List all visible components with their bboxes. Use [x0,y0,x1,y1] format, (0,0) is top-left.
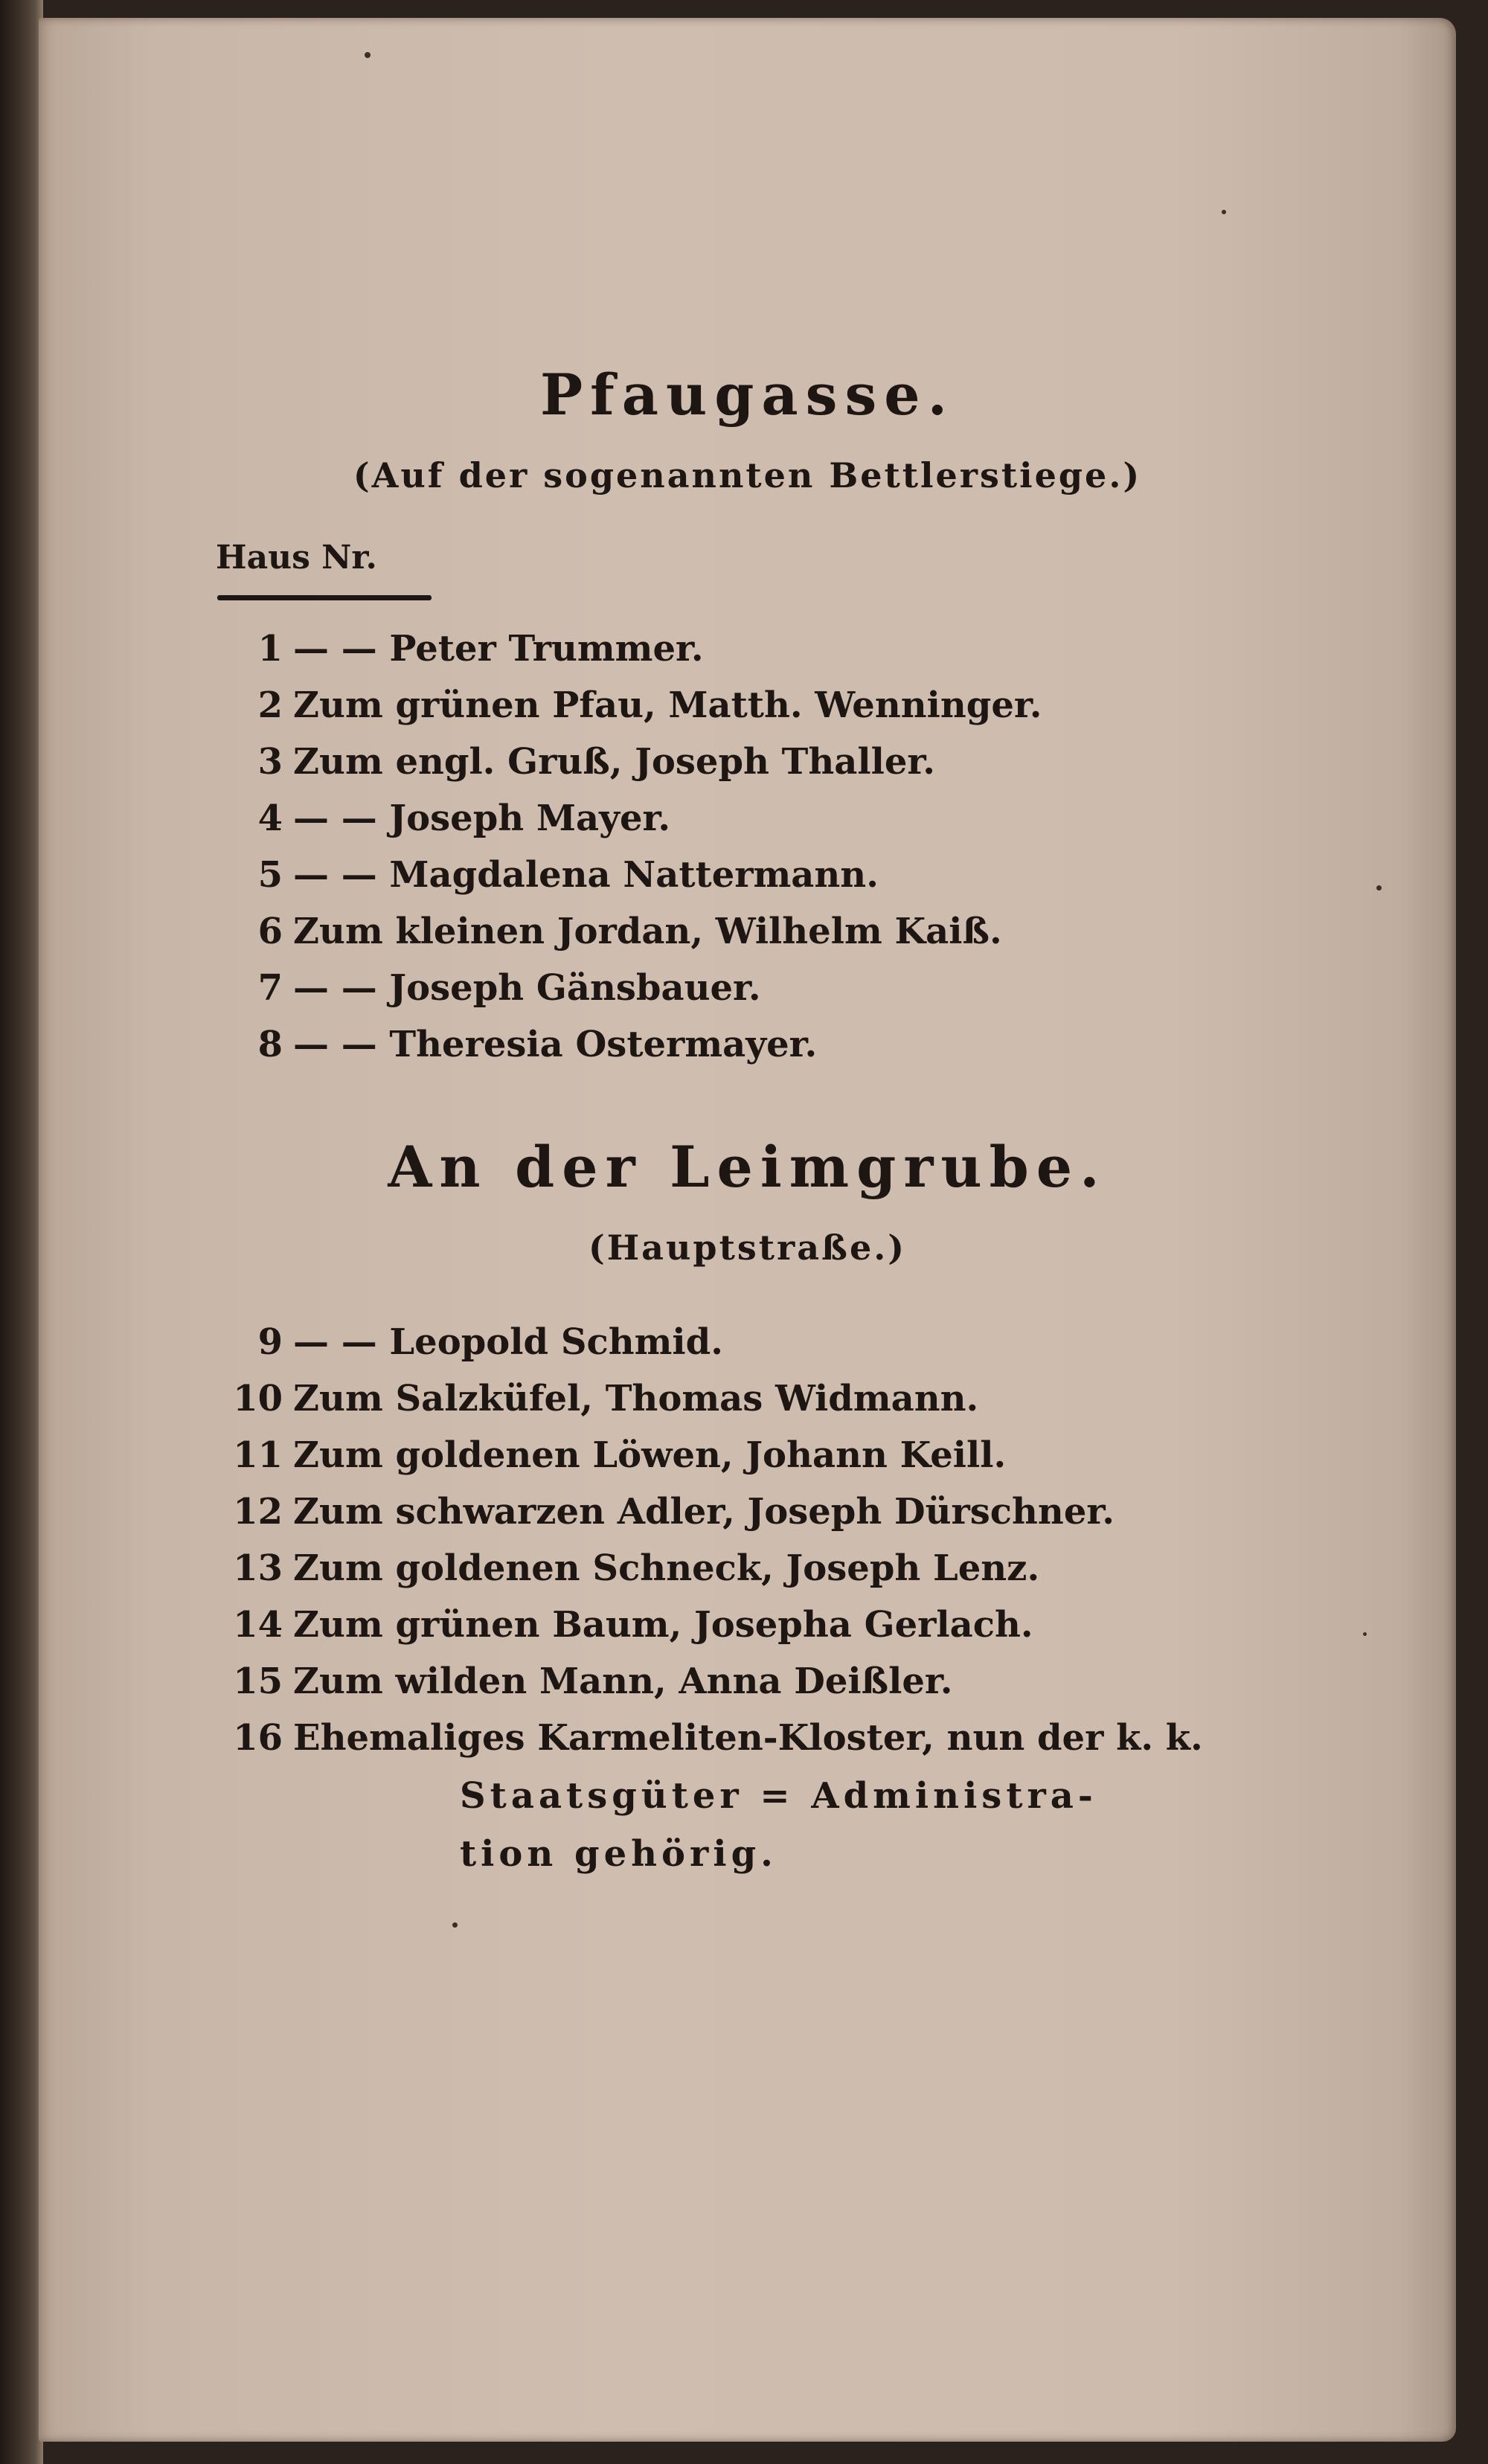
house-number: 12 [233,1491,283,1533]
house-number: 1 [257,628,283,670]
house-number: 14 [233,1604,283,1646]
house-entry-text: — — Joseph Gänsbauer. [293,967,761,1009]
house-number: 4 [257,798,283,839]
house-number: 11 [233,1434,283,1476]
list-item [210,798,670,839]
list-item [210,854,879,896]
house-number: 6 [257,911,283,952]
column-label-haus-nr: Haus Nr. [216,539,377,577]
list-item [210,741,935,783]
house-entry-text: Ehemaliges Karmeliten-Kloster, nun der k. k. [293,1717,1203,1759]
list-item [210,967,761,1009]
house-number: 5 [257,854,283,896]
house-entry-text: Zum grünen Pfau, Matth. Wenninger. [293,684,1042,726]
list-item [210,1717,1203,1759]
paper-speck [365,52,371,58]
list-item [210,1321,723,1363]
paper-speck [1222,210,1226,214]
house-entry-text: Zum schwarzen Adler, Joseph Dürschner. [293,1491,1115,1533]
section-title-leimgrube: An der Leimgrube. [388,1134,1107,1200]
section-title-pfaugasse: Pfaugasse. [539,362,955,428]
house-number: 9 [257,1321,283,1363]
house-entry-text: — — Theresia Ostermayer. [293,1024,818,1065]
house-number: 13 [233,1547,283,1589]
column-label-underline [217,595,432,600]
house-number: 3 [257,741,283,783]
paper-speck [1363,1632,1367,1636]
list-item [210,1547,1039,1589]
house-number: 7 [257,967,283,1009]
house-entry-text: Zum Salzküfel, Thomas Widmann. [293,1378,979,1419]
list-item [210,684,1042,726]
house-entry-text: Zum kleinen Jordan, Wilhelm Kaiß. [293,911,1002,952]
entry-continuation-line: Staatsgüter = Administra- [460,1775,1097,1817]
entry-continuation-line: tion gehörig. [460,1833,777,1875]
page-text [39,18,1456,2442]
list-item [210,1604,1033,1646]
house-entry-text: Zum engl. Gruß, Joseph Thaller. [293,741,935,783]
house-number: 8 [257,1024,283,1065]
house-entry-text: Zum grünen Baum, Josepha Gerlach. [293,1604,1033,1646]
list-item [210,1491,1115,1533]
house-entry-text: Zum goldenen Löwen, Johann Keill. [293,1434,1007,1476]
paper-speck [452,1922,458,1928]
list-item [210,1024,817,1065]
house-entry-text: — — Leopold Schmid. [293,1321,723,1363]
section-subtitle-leimgrube: (Hauptstraße.) [588,1228,907,1268]
house-number: 16 [233,1717,283,1759]
house-entry-text: Zum wilden Mann, Anna Deißler. [293,1661,953,1702]
house-entry-text: — — Joseph Mayer. [293,798,671,839]
list-item [210,1661,952,1702]
list-item [210,628,704,670]
house-number: 2 [257,684,283,726]
paper-speck [1376,885,1382,891]
house-number: 15 [233,1661,283,1702]
list-item [210,911,1002,952]
book-page [39,18,1456,2442]
house-entry-text: — — Peter Trummer. [293,628,704,670]
list-item [210,1378,978,1419]
house-entry-text: — — Magdalena Nattermann. [293,854,879,896]
list-item [210,1434,1006,1476]
section-subtitle-pfaugasse: (Auf der sogenannten Bettlerstiege.) [353,455,1142,495]
house-number: 10 [233,1378,283,1419]
house-entry-text: Zum goldenen Schneck, Joseph Lenz. [293,1547,1040,1589]
book-spine [0,0,43,2464]
